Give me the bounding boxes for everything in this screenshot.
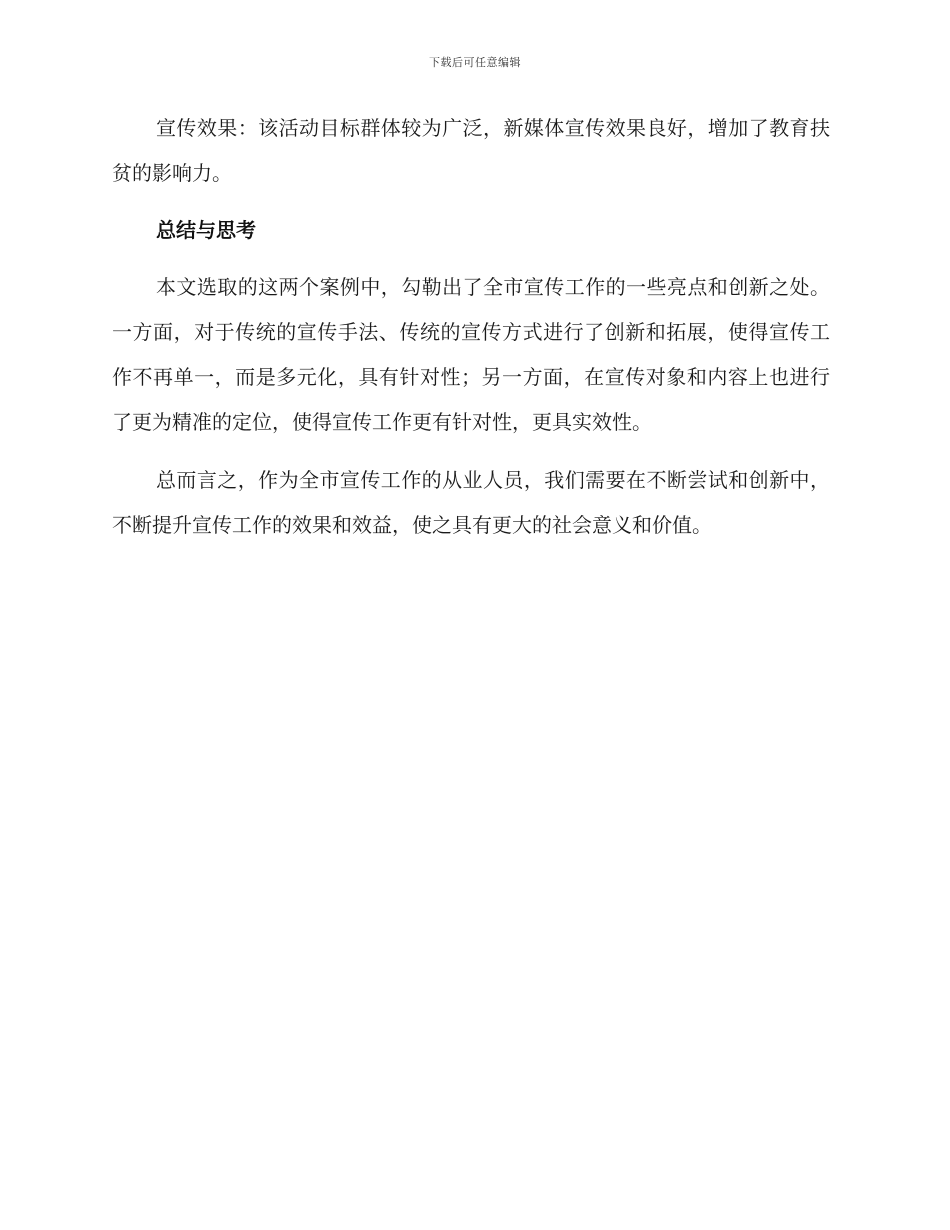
page-header: 下载后可任意编辑 bbox=[429, 56, 521, 69]
paragraph-gap bbox=[112, 445, 830, 458]
paragraph-case-summary: 本文选取的这两个案例中，勾勒出了全市宣传工作的一些亮点和创新之处。一方面，对于传统的宣传手法、传统的宣传方式进行了创新和拓展，使得宣传工作不再单一，而是多元化，具有针对性；另一方面，在宣传对象和内容上也进行了更为精准的定位，使得宣传工作更有针对性，更具实效性。 bbox=[112, 275, 830, 434]
document-body bbox=[112, 106, 830, 548]
paragraph-publicity-effect: 宣传效果：该活动目标群体较为广泛，新媒体宣传效果良好，增加了教育扶贫的影响力。 bbox=[112, 116, 830, 185]
paragraph-conclusion: 总而言之，作为全市宣传工作的从业人员，我们需要在不断尝试和创新中，不断提升宣传工作的效果和效益，使之具有更大的社会意义和价值。 bbox=[112, 468, 830, 537]
section-heading: 总结与思考 bbox=[156, 218, 256, 242]
